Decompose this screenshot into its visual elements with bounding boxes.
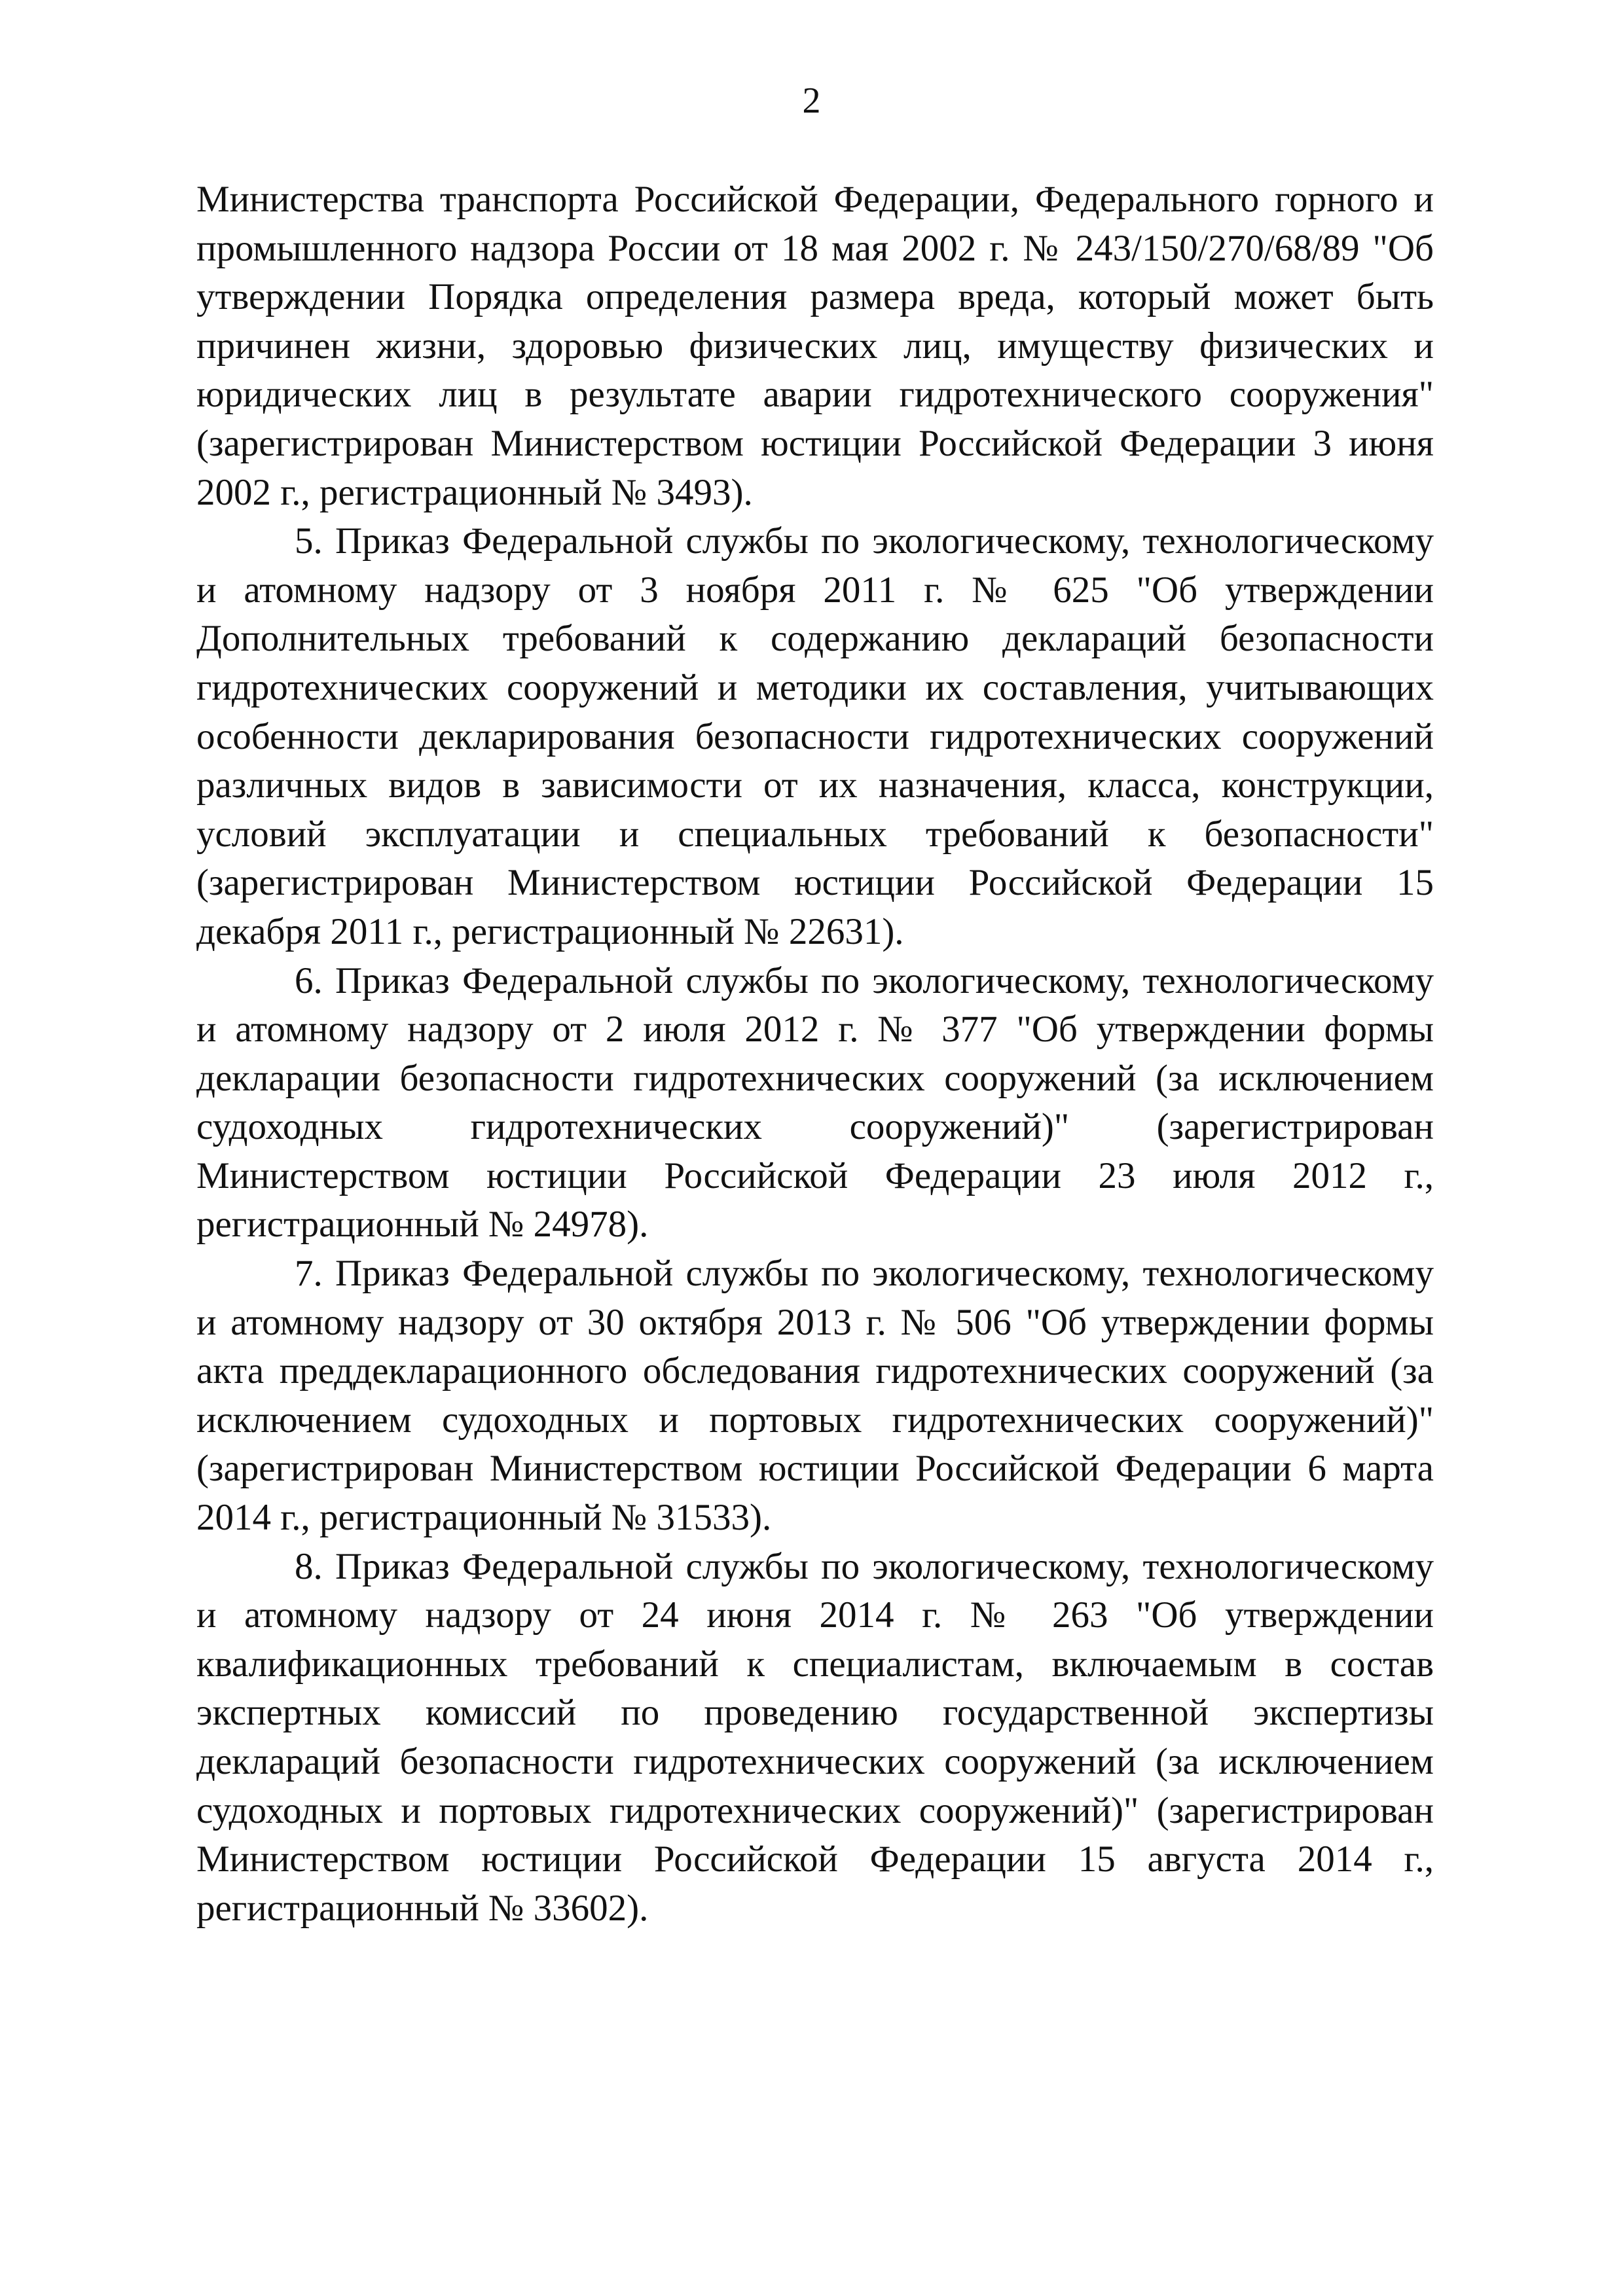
paragraph-continuation: Министерства транспорта Российской Федерации, Федерального горного и промышленного надзора России от 18 мая 2002 г. № 243/150/270/68/89 "Об утверждении Порядка определения размера вреда, который может быть причинен жизни, здоровью физических лиц, имуществу физических и юридических лиц в результате аварии гидротехнического сооружения" (зарегистрирован Министерством юстиции Российской Федерации 3 июня 2002 г., регистрационный № 3493). — [196, 179, 1434, 513]
list-item-8: 8. Приказ Федеральной службы по экологическому, технологическому и атомному надзору от 24 июня 2014 г. № 263 "Об утверждении квалификационных требований к специалистам, включаемым в состав экспертных комиссий по проведению государственной экспертизы деклараций безопасности гидротехнических сооружений (за исключением судоходных и портовых гидротехнических сооружений)" (зарегистрирован Министерством юстиции Российской Федерации 15 августа 2014 г., регистрационный № 33602). — [196, 1545, 1434, 1929]
document-body — [196, 175, 1434, 1933]
list-item-5: 5. Приказ Федеральной службы по экологическому, технологическому и атомному надзору от 3 ноября 2011 г. № 625 "Об утверждении Дополнительных требований к содержанию деклараций безопасности гидротехнических сооружений и методики их составления, учитывающих особенности декларирования безопасности гидротехнических сооружений различных видов в зависимости от их назначения, класса, конструкции, условий эксплуатации и специальных требований к безопасности" (зарегистрирован Министерством юстиции Российской Федерации 15 декабря 2011 г., регистрационный № 22631). — [196, 520, 1434, 952]
list-item-7: 7. Приказ Федеральной службы по экологическому, технологическому и атомному надзору от 30 октября 2013 г. № 506 "Об утверждении формы акта преддекларационного обследования гидротехнических сооружений (за исключением судоходных и портовых гидротехнических сооружений)" (зарегистрирован Министерством юстиции Российской Федерации 6 марта 2014 г., регистрационный № 31533). — [196, 1253, 1434, 1539]
list-item-6: 6. Приказ Федеральной службы по экологическому, технологическому и атомному надзору от 2 июля 2012 г. № 377 "Об утверждении формы декларации безопасности гидротехнических сооружений (за исключением судоходных гидротехнических сооружений)" (зарегистрирован Министерством юстиции Российской Федерации 23 июля 2012 г., регистрационный № 24978). — [196, 960, 1434, 1246]
page-number: 2 — [802, 81, 821, 121]
